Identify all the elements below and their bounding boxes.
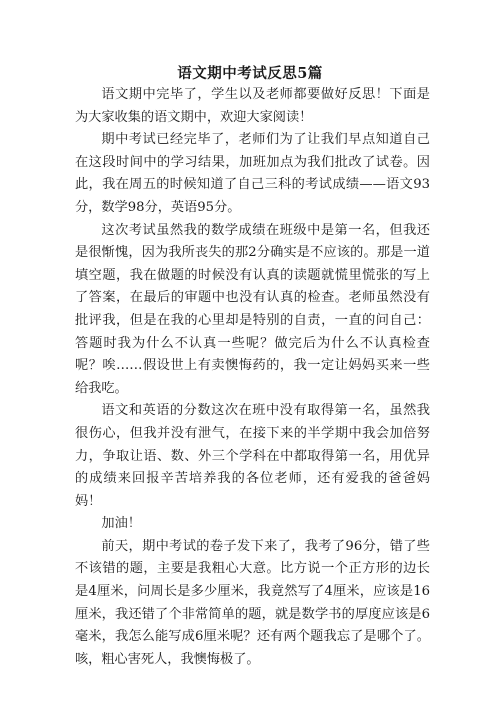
paragraph-exam-results: 期中考试已经完毕了，老师们为了让我们早点知道自己在这段时间中的学习结果，加班加点为我们批改了试卷。因此，我在周五的时候知道了自己三科的考试成绩——语文93分，数学98分，英语95分。 bbox=[75, 132, 430, 215]
paragraph-math-reflection: 这次考试虽然我的数学成绩在班级中是第一名，但我还是很惭愧，因为我所丧失的那2分确实是不应该的。那是一道填空题，我在做题的时候没有认真的读题就慌里慌张的写上了答案，在最后的审题中也没有认真的检查。老师虽然没有批评我，但是在我的心里却是特别的自责，一直的问自己：答题时我为什么不认真一些呢？做完后为什么不认真检查呢？唉……假设世上有卖懊悔药的，我一定让妈妈买来一些给我吃。 bbox=[75, 222, 430, 396]
document-title: 语文期中考试反思5篇 bbox=[177, 65, 323, 82]
paragraph-cheer: 加油！ bbox=[101, 516, 141, 532]
paragraph-chinese-english: 语文和英语的分数这次在班中没有取得第一名，虽然我很伤心，但我并没有泄气，在接下来的半学期中我会加倍努力，争取让语、数、外三个学科在中都取得第一名，用优异的成绩来回报辛苦培养我的各位老师，还有爱我的爸爸妈妈！ bbox=[75, 403, 430, 509]
paragraph-second-essay: 前天，期中考试的卷子发下来了，我考了96分，错了些不该错的题，主要是我粗心大意。比方说一个正方形的边长是4厘米，问周长是多少厘米，我竟然写了4厘米，应该是16厘米，我还错了个非常简单的题，就是数学书的厚度应该是6毫米，我怎么能写成6厘米呢？还有两个题我忘了是哪个了。咳，粗心害死人，我懊悔极了。 bbox=[75, 538, 430, 667]
document-body bbox=[75, 84, 430, 671]
paragraph-intro: 语文期中完毕了，学生以及老师都要做好反思！下面是为大家收集的语文期中，欢迎大家阅读！ bbox=[75, 87, 430, 125]
